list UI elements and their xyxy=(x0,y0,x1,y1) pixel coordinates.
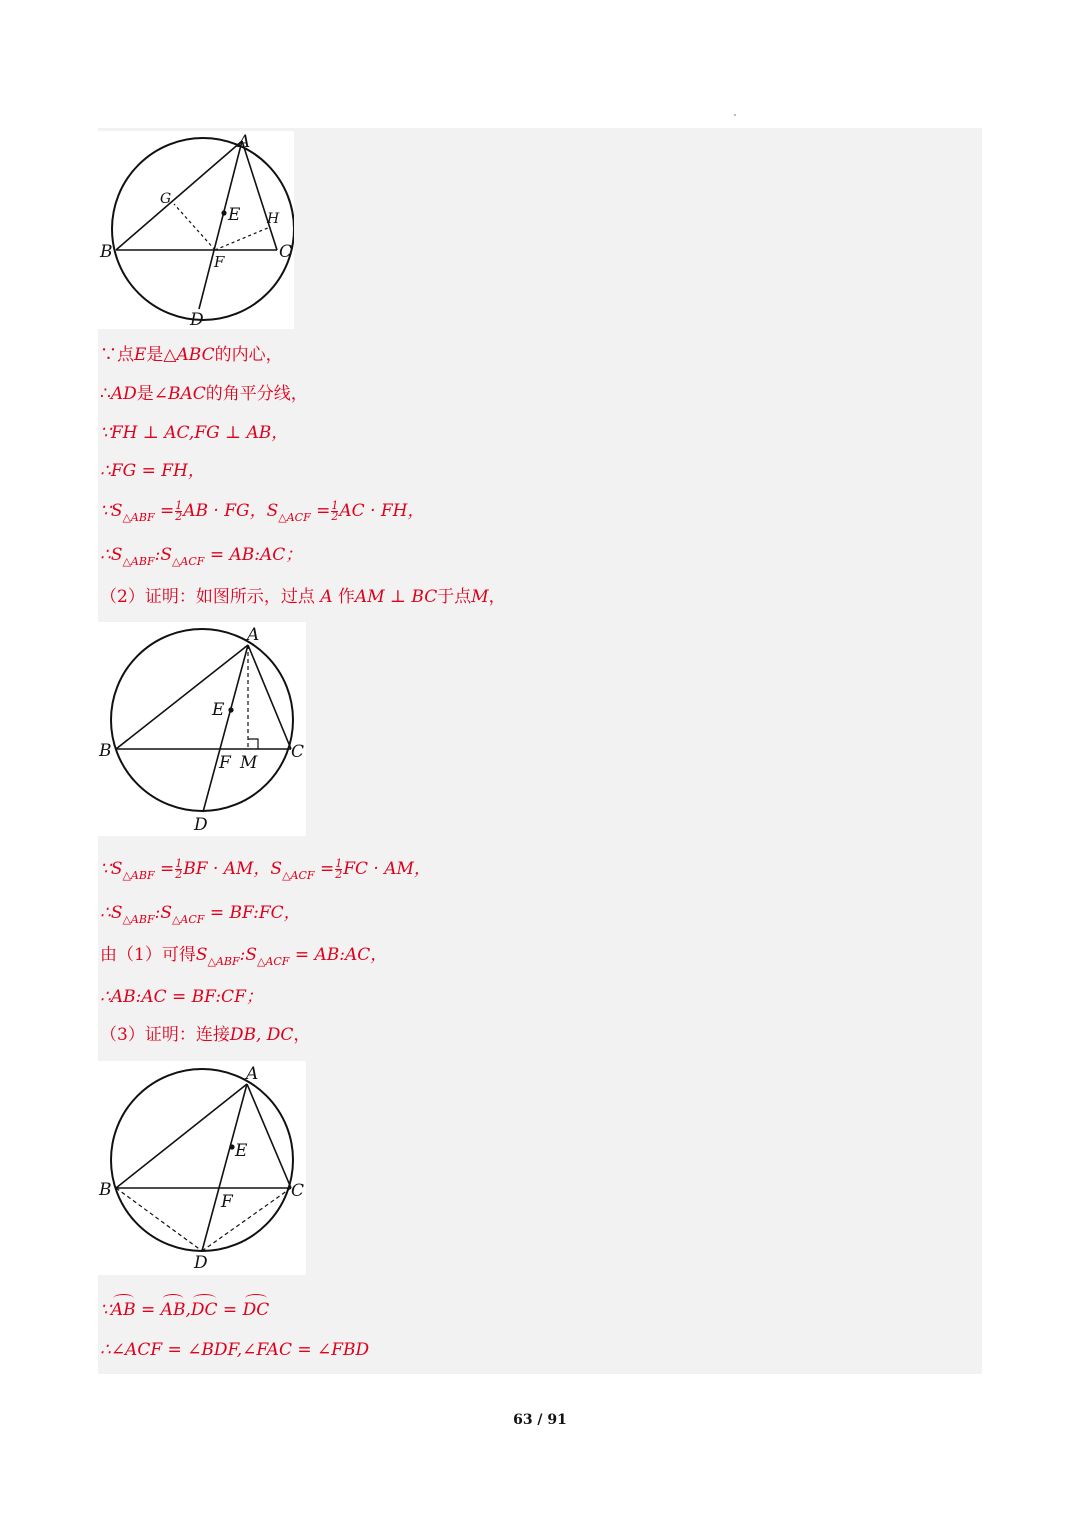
label-F: F xyxy=(219,753,231,773)
label-D: D xyxy=(194,1253,208,1273)
figure-2 xyxy=(98,622,306,836)
label-C: C xyxy=(279,242,293,262)
segment-AC xyxy=(248,645,291,749)
label-E: E xyxy=(212,700,225,720)
circumcircle xyxy=(111,1069,293,1251)
label-D: D xyxy=(194,815,208,835)
circumcircle xyxy=(111,629,293,811)
segment-AB xyxy=(116,141,242,250)
label-H: H xyxy=(267,211,280,227)
label-M: M xyxy=(240,753,258,773)
segment-AD xyxy=(199,141,242,309)
proof-line-11: ∴AB:AC = BF:CF； xyxy=(100,987,263,1007)
right-angle-mark xyxy=(248,739,258,749)
proof-line-8: $\because S_{\triangle ABF}$ = $\frac{1}{2}$ BF · AM，$S_{\triangle ACF}$ = $\frac{1}{2}$ FC · AM， xyxy=(100,857,431,882)
label-B: B xyxy=(99,741,112,761)
label-E: E xyxy=(235,1141,248,1161)
label-A: A xyxy=(247,625,260,645)
proof-line-2: ∴AD是∠BAC的角平分线， xyxy=(100,384,308,404)
label-F: F xyxy=(221,1192,233,1212)
point-E xyxy=(228,707,233,712)
figure-3 xyxy=(98,1061,306,1275)
proof-line-5: $\because S_{\triangle ABF}$ = $\frac{1}{2}$ AB · FG，$S_{\triangle ACF}$ = $\frac{1}{2}$ AC · FH， xyxy=(100,499,425,524)
label-C: C xyxy=(291,742,305,762)
arc-DC-2: DC xyxy=(242,1300,270,1320)
arc-AB-2: AB xyxy=(160,1300,186,1320)
label-E: E xyxy=(228,205,241,225)
arc-AB-1: AB xyxy=(110,1300,136,1320)
segment-AB xyxy=(116,645,248,749)
segment-AB xyxy=(116,1084,247,1188)
proof-line-12: （3）证明：连接DB, DC， xyxy=(100,1025,311,1045)
point-E xyxy=(221,210,226,215)
page-number: 63 / 91 xyxy=(513,1412,567,1428)
label-B: B xyxy=(99,1180,112,1200)
segment-DC xyxy=(202,1188,291,1251)
proof-line-1: ∵点E是△ABC的内心， xyxy=(100,345,283,365)
proof-line-14: ∴∠ACF = ∠BDF,∠FAC = ∠FBD xyxy=(100,1340,370,1360)
label-A: A xyxy=(246,1064,259,1084)
segment-FG xyxy=(174,204,215,250)
proof-line-3: ∵FH ⊥ AC,FG ⊥ AB， xyxy=(100,423,289,443)
arc-DC-1: DC xyxy=(190,1300,218,1320)
proof-line-4: ∴FG = FH， xyxy=(100,461,205,481)
segment-FH xyxy=(215,227,270,250)
segment-AD xyxy=(202,1084,247,1251)
segment-AD xyxy=(203,645,248,812)
proof-line-7: （2）证明：如图所示，过点 A 作AM ⊥ BC于点M， xyxy=(100,587,506,607)
label-F: F xyxy=(214,253,225,271)
label-A: A xyxy=(238,132,251,152)
label-G: G xyxy=(160,191,172,207)
label-B: B xyxy=(100,242,113,262)
label-C: C xyxy=(291,1181,305,1201)
proof-line-10: 由（1）可得$S_{\triangle ABF}:S_{\triangle ACF}$ = AB:AC， xyxy=(100,945,388,968)
segment-DB xyxy=(116,1188,202,1251)
figure-1 xyxy=(98,131,294,329)
proof-line-9: $\therefore S_{\triangle ABF}:S_{\triangle ACF}$ = BF:FC， xyxy=(100,903,301,926)
proof-line-13: ∵AB = AB,DC = DC xyxy=(100,1300,270,1320)
scan-speck xyxy=(734,114,736,116)
label-D: D xyxy=(190,310,204,329)
point-E xyxy=(229,1144,234,1149)
proof-line-6: $\therefore S_{\triangle ABF}:S_{\triangle ACF}$ = AB:AC； xyxy=(100,545,303,568)
